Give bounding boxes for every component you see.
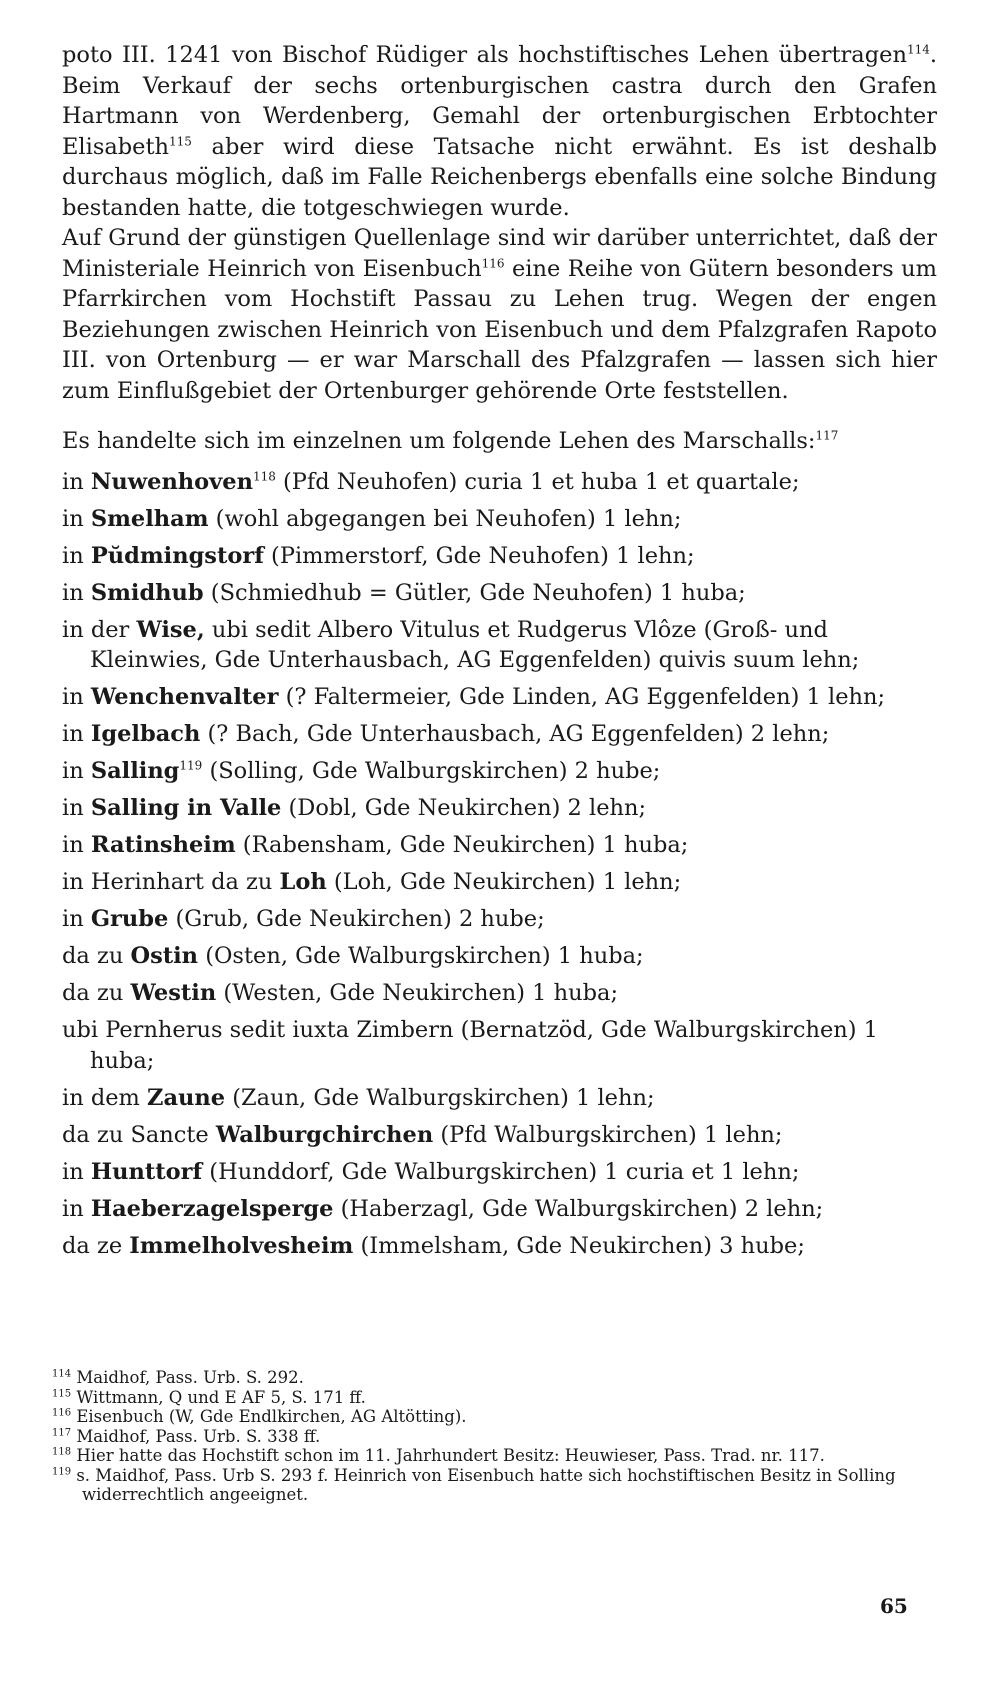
list-item <box>62 1083 937 1114</box>
entry-description: (Rabensham, Gde Neukirchen) 1 huba; <box>235 832 689 858</box>
entry-description: (Pimmerstorf, Gde Neuhofen) 1 lehn; <box>263 542 695 569</box>
footnote <box>52 1368 937 1388</box>
entry-prefix: da zu <box>62 943 131 969</box>
footnote-text: Eisenbuch (W, Gde Endlkirchen, AG Altötting). <box>71 1407 467 1426</box>
list-item <box>62 719 937 750</box>
footnotes <box>52 1368 937 1505</box>
paragraph-text: eine Reihe von Gütern besonders um Pfarrkirchen vom Hochstift Passau zu Lehen trug. Wegen der engen Beziehungen zwischen Heinrich von Eisenbuch und dem Pfalzgrafen Rapoto III. von Ortenburg — er war Marschall des Pfalzgrafen — lassen sich hier zum Einflußgebiet der Ortenburger gehörende Orte feststellen. <box>62 255 937 404</box>
paragraph-text: poto III. 1241 von Bischof Rüdiger als hochstiftisches Lehen übertragen <box>62 42 907 68</box>
list-item <box>62 978 937 1009</box>
list-item <box>62 467 937 498</box>
footnote-text: Wittmann, Q und E AF 5, S. 171 ff. <box>71 1387 366 1407</box>
entry-prefix: da zu Sancte <box>62 1121 216 1148</box>
list-item <box>62 756 937 787</box>
entry-prefix: in der <box>62 616 137 643</box>
list-item <box>62 1015 937 1076</box>
list-item <box>62 1157 937 1188</box>
footnote <box>52 1388 937 1408</box>
entry-prefix: in <box>62 542 91 569</box>
place-name: Loh <box>279 869 327 895</box>
entry-prefix: in <box>62 906 91 932</box>
paragraph-text: Auf Grund der günstigen Quellenlage sind wir darüber unterrichtet, daß der Ministeriale Heinrich von Eisenbuch <box>62 225 937 282</box>
place-name: Ratinsheim <box>90 832 236 858</box>
footnote-text: Hier hatte das Hochstift schon im 11. Jahrhundert Besitz: Heuwieser, Pass. Trad. nr. 117. <box>71 1446 825 1465</box>
footnote <box>52 1407 937 1427</box>
list-item <box>62 1231 937 1262</box>
entry-description: (Zaun, Gde Walburgskirchen) 1 lehn; <box>225 1084 655 1111</box>
entry-prefix: in <box>62 1195 91 1222</box>
fief-list <box>62 467 937 1262</box>
place-name: Grube <box>90 906 169 932</box>
footnote-ref: 115 <box>169 134 192 148</box>
footnote <box>52 1466 937 1505</box>
footnote <box>52 1427 937 1447</box>
footnote <box>52 1446 937 1466</box>
place-name: Salling in Valle <box>90 795 282 821</box>
place-name: Wise, <box>136 616 205 643</box>
body-paragraph <box>62 223 937 406</box>
body-paragraphs <box>62 40 937 420</box>
entry-prefix: in <box>62 505 91 532</box>
intro-line <box>62 426 937 457</box>
entry-prefix: in Herinhart da zu <box>62 869 280 895</box>
entry-description: (Loh, Gde Neukirchen) 1 lehn; <box>326 869 682 895</box>
place-name: Wenchenvalter <box>90 684 279 710</box>
list-item <box>62 1120 937 1151</box>
entry-description: (Westen, Gde Neukirchen) 1 huba; <box>216 980 619 1006</box>
footnote-number: 119 <box>52 1466 72 1477</box>
place-name: Westin <box>130 980 217 1006</box>
entry-description: (Grub, Gde Neukirchen) 2 hube; <box>168 906 545 932</box>
place-name: Immelholvesheim <box>129 1232 354 1259</box>
place-name: Smidhub <box>90 579 204 606</box>
list-item <box>62 830 937 861</box>
list-item <box>62 504 937 535</box>
list-item <box>62 867 937 898</box>
list-item <box>62 793 937 824</box>
entry-prefix: in <box>62 1158 91 1185</box>
entry-description: (Osten, Gde Walburgskirchen) 1 huba; <box>198 943 644 969</box>
paragraph-text: . Beim Verkauf der sechs ortenburgischen castra durch den Grafen Hartmann von Werdenberg, Gemahl der ortenburgischen Erbtochter Elisabeth <box>62 42 937 160</box>
footnote-text: Maidhof, Pass. Urb. S. 338 ff. <box>71 1426 321 1446</box>
entry-prefix: in <box>62 795 91 821</box>
entry-prefix: in <box>62 758 91 784</box>
entry-prefix: da ze <box>62 1232 130 1259</box>
place-name: Pŭdmingstorf <box>90 542 264 569</box>
entry-description: (Solling, Gde Walburgskirchen) 2 hube; <box>202 758 661 784</box>
footnote-text: Maidhof, Pass. Urb. S. 292. <box>71 1368 304 1387</box>
entry-description: (Pfd Walburgskirchen) 1 lehn; <box>433 1121 783 1148</box>
list-item <box>62 1194 937 1225</box>
entry-prefix: in <box>62 684 91 710</box>
place-name: Haeberzagelsperge <box>90 1195 334 1222</box>
entry-description: (Immelsham, Gde Neukirchen) 3 hube; <box>353 1232 805 1259</box>
footnote-text: s. Maidhof, Pass. Urb S. 293 f. Heinrich von Eisenbuch hatte sich hochstiftischen Besitz in Solling widerrechtlich angeeignet. <box>71 1465 896 1504</box>
place-name: Ostin <box>130 943 199 969</box>
list-item <box>62 904 937 935</box>
entry-description: (wohl abgegangen bei Neuhofen) 1 lehn; <box>208 505 682 532</box>
list-item <box>62 578 937 609</box>
list-item <box>62 941 937 972</box>
paragraph-text: aber wird diese Tatsache nicht erwähnt. Es ist deshalb durchaus möglich, daß im Falle Reichenbergs ebenfalls eine solche Bindung bestanden hatte, die totgeschwiegen wurde. <box>62 133 937 221</box>
entry-description: (Hunddorf, Gde Walburgskirchen) 1 curia et 1 lehn; <box>202 1158 800 1185</box>
page-body <box>62 40 937 1268</box>
entry-description: (Pfd Neuhofen) curia 1 et huba 1 et quartale; <box>275 468 800 495</box>
footnote-ref: 118 <box>252 469 276 483</box>
footnote-number: 114 <box>52 1368 72 1380</box>
entry-prefix: in <box>62 468 91 495</box>
intro-text: Es handelte sich im einzelnen um folgende Lehen des Marschalls: <box>62 428 816 454</box>
entry-description: (Schmiedhub = Gütler, Gde Neuhofen) 1 huba; <box>203 579 746 606</box>
entry-description: (? Faltermeier, Gde Linden, AG Eggenfelden) 1 lehn; <box>278 684 886 710</box>
footnote-ref: 114 <box>906 42 930 57</box>
footnote-number: 115 <box>52 1388 72 1399</box>
entry-prefix: in dem <box>62 1084 148 1111</box>
list-item <box>62 541 937 572</box>
entry-prefix: ubi Pernherus sedit iuxta Zimbern (Bernatzöd, Gde Walburgskirchen) 1 huba; <box>62 1017 878 1074</box>
entry-prefix: in <box>62 579 91 606</box>
place-name: Zaune <box>147 1084 226 1111</box>
place-name: Igelbach <box>90 721 201 747</box>
body-paragraph <box>62 40 937 223</box>
intro-footnote-ref: 117 <box>815 428 839 443</box>
place-name: Nuwenhoven <box>90 468 253 495</box>
footnote-number: 116 <box>52 1407 72 1419</box>
entry-prefix: in <box>62 832 91 858</box>
place-name: Salling <box>90 758 180 784</box>
entry-description: (? Bach, Gde Unterhausbach, AG Eggenfelden) 2 lehn; <box>200 721 830 747</box>
place-name: Walburgchirchen <box>215 1121 434 1148</box>
list-item <box>62 615 937 676</box>
footnote-number: 117 <box>52 1427 72 1438</box>
entry-prefix: in <box>62 721 91 747</box>
list-item <box>62 682 937 713</box>
entry-description: (Dobl, Gde Neukirchen) 2 lehn; <box>281 795 647 821</box>
entry-prefix: da zu <box>62 980 131 1006</box>
entry-description: ubi sedit Albero Vitulus et Rudgerus Vlôze (Groß- und Kleinwies, Gde Unterhausbach, AG Eggenfelden) quivis suum lehn; <box>90 616 860 673</box>
footnote-number: 118 <box>52 1446 72 1458</box>
entry-description: (Haberzagl, Gde Walburgskirchen) 2 lehn; <box>333 1195 824 1222</box>
footnote-ref: 116 <box>481 256 505 270</box>
page-number: 65 <box>880 1594 908 1618</box>
place-name: Hunttorf <box>90 1158 203 1185</box>
footnote-ref: 119 <box>179 758 203 773</box>
place-name: Smelham <box>90 505 209 532</box>
